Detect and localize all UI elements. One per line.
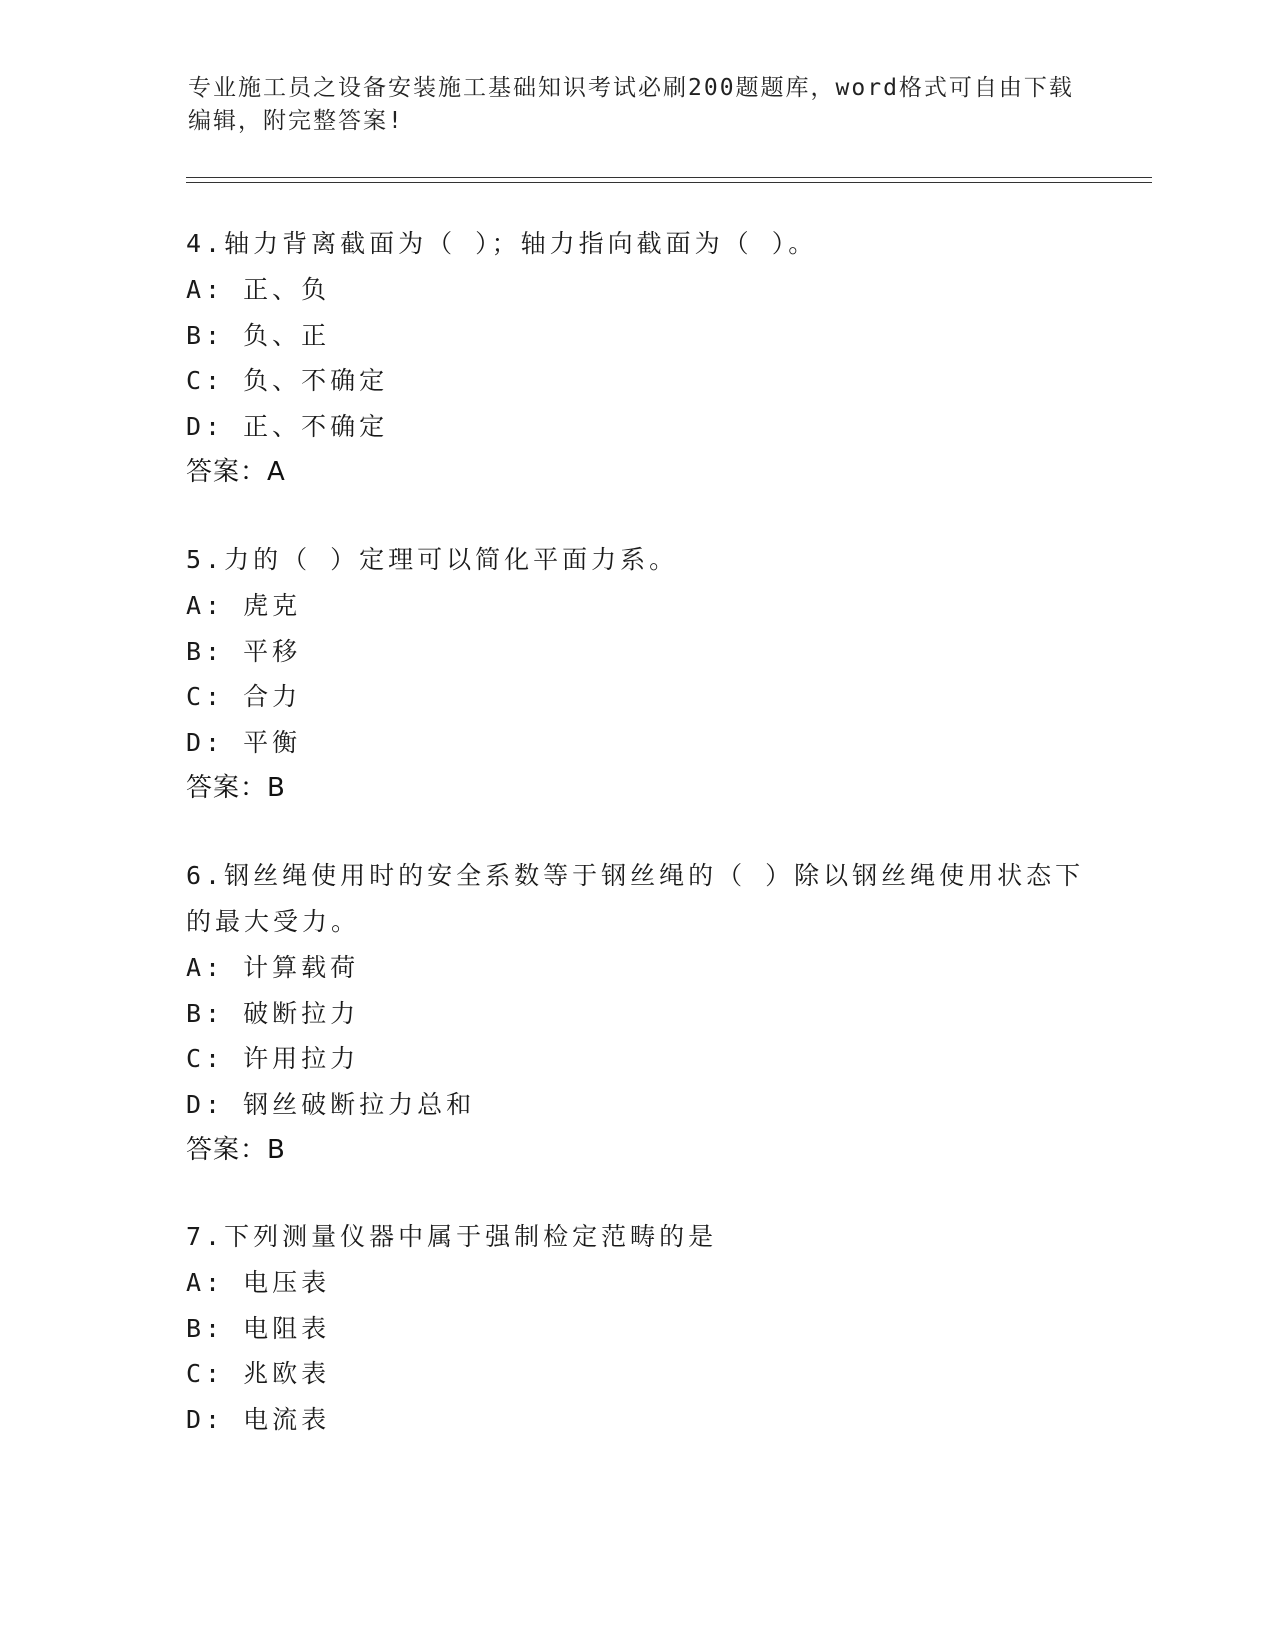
option-a: A: 电压表	[186, 1268, 331, 1297]
option-c: C: 负、不确定	[186, 366, 389, 395]
option-b: B: 破断拉力	[186, 998, 360, 1028]
question-stem: 4.轴力背离截面为（ ）；轴力指向截面为（ ）。	[186, 229, 818, 258]
answer-label: 答案：B	[186, 773, 286, 803]
option-c: C: 兆欧表	[186, 1359, 331, 1388]
option-a: A: 虎克	[186, 591, 302, 620]
option-d: D: 电流表	[186, 1404, 331, 1434]
option-b: B: 电阻表	[186, 1313, 331, 1343]
answer-label: 答案：A	[186, 457, 286, 487]
option-d: D: 钢丝破断拉力总和	[186, 1089, 476, 1119]
header-double-rule	[186, 177, 1152, 183]
option-d: D: 平衡	[186, 727, 302, 757]
option-d: D: 正、不确定	[186, 411, 389, 441]
question-5	[186, 537, 1086, 811]
option-c: C: 许用拉力	[186, 1044, 360, 1073]
option-b: B: 负、正	[186, 320, 331, 350]
option-c: C: 合力	[186, 682, 302, 711]
question-6	[186, 853, 1086, 1173]
option-a: A: 正、负	[186, 275, 331, 304]
option-a: A: 计算载荷	[186, 953, 360, 982]
question-stem: 6.钢丝绳使用时的安全系数等于钢丝绳的（ ）除以钢丝绳使用状态下的最大受力。	[186, 861, 1085, 936]
question-7	[186, 1214, 1086, 1442]
answer-label: 答案：B	[186, 1135, 286, 1165]
document-header-title: 专业施工员之设备安装施工基础知识考试必刷200题题库，word格式可自由下载编辑，附完整答案!	[188, 75, 1074, 134]
question-stem: 5.力的（ ）定理可以简化平面力系。	[186, 545, 679, 574]
question-stem: 7.下列测量仪器中属于强制检定范畴的是	[186, 1222, 718, 1251]
question-4	[186, 221, 1086, 495]
option-b: B: 平移	[186, 636, 302, 666]
